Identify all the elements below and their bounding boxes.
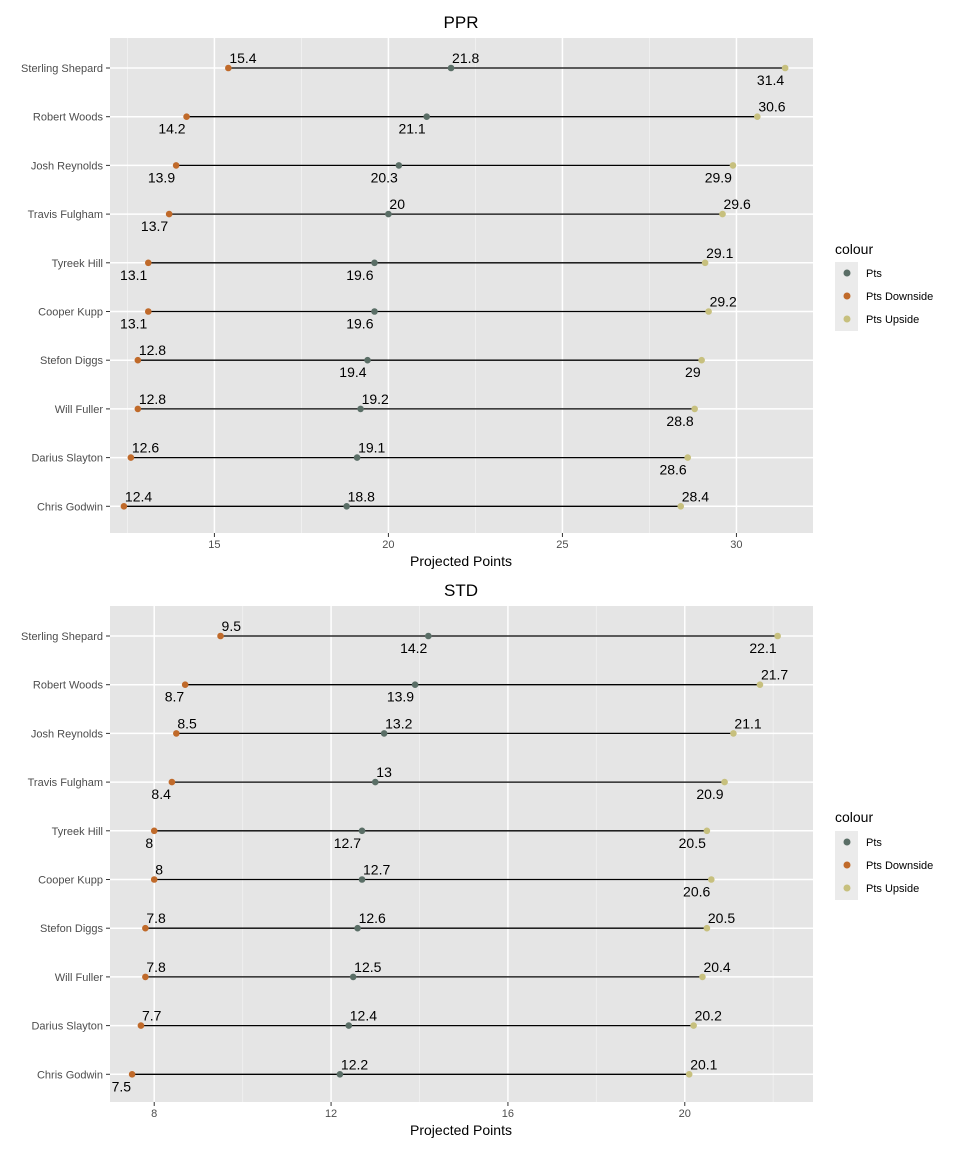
ppr-point-downside-3 <box>166 211 173 218</box>
std-x-ticks <box>151 1102 691 1120</box>
std-point-downside-3 <box>169 779 176 786</box>
ppr-y-ticks <box>21 63 110 513</box>
ppr-chart-title: PPR <box>443 13 479 32</box>
std-y-tick-label-3: Travis Fulgham <box>27 777 103 790</box>
std-chart-title: STD <box>444 581 478 600</box>
std-data-label-pts-5: 12.7 <box>363 861 391 878</box>
ppr-point-upside-0 <box>782 65 789 72</box>
std-x-tick-label-2: 16 <box>501 1108 515 1120</box>
std-x-tick-label-0: 8 <box>151 1108 158 1120</box>
ppr-x-tick-label-0: 15 <box>208 539 221 551</box>
ppr-data-label-pts-7: 19.2 <box>361 390 389 407</box>
std-data-label-pts-0: 14.2 <box>400 640 428 656</box>
ppr-data-label-downside-9: 12.4 <box>124 488 153 505</box>
std-data-label-pts-8: 12.4 <box>349 1007 378 1024</box>
ppr-y-tick-label-0: Sterling Shepard <box>21 63 103 75</box>
std-y-tick-label-5: Cooper Kupp <box>38 874 103 887</box>
std-data-label-downside-6: 7.8 <box>146 910 166 927</box>
std-y-tick-label-2: Josh Reynolds <box>30 728 103 741</box>
std-data-label-upside-9: 20.1 <box>690 1056 718 1073</box>
ppr-point-downside-2 <box>173 162 180 169</box>
ppr-legend-title: colour <box>835 241 874 257</box>
std-data-label-pts-1: 13.9 <box>386 688 415 705</box>
ppr-y-tick-label-4: Tyreek Hill <box>51 257 103 270</box>
ppr-data-label-downside-0: 15.4 <box>229 50 257 66</box>
ppr-point-pts-2 <box>396 162 403 169</box>
ppr-data-label-upside-8: 28.6 <box>659 461 687 478</box>
std-data-label-downside-3: 8.4 <box>151 786 171 803</box>
ppr-data-label-pts-5: 19.6 <box>346 315 374 332</box>
std-point-pts-0 <box>425 633 432 640</box>
ppr-data-label-downside-5: 13.1 <box>120 315 148 332</box>
std-legend <box>835 809 933 900</box>
ppr-point-downside-1 <box>183 113 190 120</box>
std-legend-label-downside: Pts Downside <box>866 860 934 872</box>
std-point-pts-4 <box>359 828 366 835</box>
std-data-label-pts-2: 13.2 <box>385 715 413 732</box>
ppr-x-tick-label-3: 30 <box>730 539 743 551</box>
ppr-y-tick-label-5: Cooper Kupp <box>38 306 103 319</box>
ppr-data-label-pts-4: 19.6 <box>346 266 374 283</box>
std-legend-key-upside <box>844 885 851 892</box>
ppr-point-upside-8 <box>684 454 691 461</box>
ppr-data-label-downside-1: 14.2 <box>158 120 186 137</box>
ppr-data-label-pts-1: 21.1 <box>398 120 426 137</box>
std-data-label-upside-3: 20.9 <box>696 786 724 803</box>
ppr-point-pts-4 <box>371 260 378 267</box>
std-point-pts-1 <box>412 681 419 688</box>
std-point-upside-0 <box>774 633 781 640</box>
ppr-point-upside-6 <box>698 357 705 364</box>
ppr-data-label-upside-4: 29.1 <box>706 244 734 261</box>
std-legend-label-pts: Pts <box>866 837 882 849</box>
ppr-y-tick-label-3: Travis Fulgham <box>27 209 103 222</box>
ppr-y-tick-label-8: Darius Slayton <box>31 452 103 465</box>
std-y-tick-label-1: Robert Woods <box>32 679 103 692</box>
ppr-y-tick-label-7: Will Fuller <box>54 403 103 416</box>
ppr-data-label-upside-7: 28.8 <box>666 412 694 429</box>
ppr-point-upside-7 <box>691 406 698 413</box>
std-y-tick-label-8: Darius Slayton <box>31 1020 103 1033</box>
std-legend-title: colour <box>835 809 874 825</box>
std-data-label-downside-7: 7.8 <box>146 958 166 975</box>
std-y-tick-label-6: Stefon Diggs <box>40 923 103 936</box>
std-data-label-upside-0: 22.1 <box>749 640 777 656</box>
std-x-axis-label: Projected Points <box>410 1122 512 1138</box>
ppr-data-label-pts-0: 21.8 <box>452 50 480 66</box>
ppr-chart <box>21 13 933 569</box>
std-data-label-downside-8: 7.7 <box>141 1007 162 1024</box>
std-y-tick-label-0: Sterling Shepard <box>21 631 103 643</box>
std-data-label-upside-6: 20.5 <box>707 910 736 927</box>
ppr-data-label-upside-1: 30.6 <box>758 98 786 115</box>
std-data-label-pts-9: 12.2 <box>340 1056 369 1073</box>
ppr-data-label-downside-2: 13.9 <box>147 169 176 186</box>
ppr-point-pts-6 <box>364 357 371 364</box>
std-point-upside-3 <box>721 779 728 786</box>
ppr-x-axis-label: Projected Points <box>410 553 512 569</box>
std-data-label-upside-4: 20.5 <box>678 834 706 851</box>
std-y-tick-label-7: Will Fuller <box>54 971 103 984</box>
ppr-y-tick-label-9: Chris Godwin <box>36 501 103 514</box>
std-data-label-pts-4: 12.7 <box>333 834 362 851</box>
std-data-label-pts-7: 12.5 <box>354 958 382 975</box>
ppr-data-label-pts-6: 19.4 <box>339 364 367 381</box>
ppr-data-label-upside-9: 28.4 <box>681 488 710 505</box>
std-legend-key-downside <box>844 862 851 869</box>
ppr-legend <box>835 241 933 331</box>
ppr-data-label-downside-4: 13.1 <box>120 266 148 283</box>
std-y-tick-label-4: Tyreek Hill <box>51 825 103 838</box>
std-data-label-downside-9: 7.5 <box>111 1078 132 1095</box>
ppr-x-ticks <box>208 533 742 551</box>
ppr-x-tick-label-1: 20 <box>382 539 395 551</box>
std-y-tick-label-9: Chris Godwin <box>36 1069 103 1082</box>
ppr-data-label-upside-3: 29.6 <box>723 196 751 213</box>
ppr-data-label-upside-5: 29.2 <box>709 293 737 310</box>
std-point-downside-1 <box>182 681 189 688</box>
ppr-legend-label-pts: Pts <box>866 268 882 280</box>
ppr-data-label-downside-8: 12.6 <box>131 439 160 456</box>
ppr-y-tick-label-1: Robert Woods <box>32 111 103 124</box>
std-y-ticks <box>21 631 110 1081</box>
ppr-point-downside-5 <box>145 308 152 315</box>
std-data-label-downside-2: 8.5 <box>177 715 197 732</box>
std-data-label-upside-5: 20.6 <box>683 883 711 900</box>
std-data-label-downside-0: 9.5 <box>221 618 242 634</box>
ppr-y-tick-label-2: Josh Reynolds <box>30 160 103 173</box>
ppr-data-label-upside-2: 29.9 <box>704 169 732 186</box>
ppr-legend-key-upside <box>844 316 851 323</box>
std-data-label-downside-4: 8 <box>145 834 154 851</box>
ppr-point-downside-4 <box>145 260 152 267</box>
ppr-plot-panel <box>110 38 813 533</box>
ppr-data-label-pts-9: 18.8 <box>347 488 375 505</box>
ppr-legend-key-pts <box>844 270 851 277</box>
ppr-x-tick-label-2: 25 <box>556 539 569 551</box>
ppr-legend-key-downside <box>844 293 851 300</box>
ppr-data-label-downside-6: 12.8 <box>138 342 167 359</box>
std-data-label-downside-5: 8 <box>155 861 164 878</box>
std-data-label-pts-3: 13 <box>376 764 392 781</box>
std-data-label-downside-1: 8.7 <box>164 688 185 705</box>
ppr-data-label-upside-6: 29 <box>685 364 701 381</box>
ppr-data-label-pts-8: 19.1 <box>358 439 386 456</box>
std-x-tick-label-1: 12 <box>324 1108 338 1120</box>
ppr-point-pts-1 <box>423 113 430 120</box>
ppr-point-upside-2 <box>730 162 737 169</box>
std-data-label-upside-8: 20.2 <box>694 1007 722 1024</box>
std-point-upside-5 <box>708 876 715 883</box>
ppr-data-label-upside-0: 31.4 <box>756 72 785 88</box>
std-point-downside-4 <box>151 828 158 835</box>
ppr-data-label-downside-3: 13.7 <box>140 218 169 235</box>
std-legend-label-upside: Pts Upside <box>866 883 920 895</box>
ppr-data-label-downside-7: 12.8 <box>138 390 167 407</box>
ppr-y-tick-label-6: Stefon Diggs <box>40 355 103 368</box>
std-chart <box>21 581 933 1138</box>
ppr-legend-label-upside: Pts Upside <box>866 314 920 326</box>
ppr-point-pts-5 <box>371 308 378 315</box>
std-point-downside-9 <box>129 1071 136 1078</box>
std-x-tick-label-3: 20 <box>678 1108 691 1120</box>
ppr-legend-label-downside: Pts Downside <box>866 291 934 303</box>
ppr-data-label-pts-2: 20.3 <box>370 169 398 186</box>
ppr-data-label-pts-3: 20 <box>389 196 405 213</box>
std-data-label-upside-1: 21.7 <box>760 666 789 683</box>
std-point-upside-4 <box>704 828 711 835</box>
std-data-label-upside-2: 21.1 <box>734 715 762 732</box>
std-legend-key-pts <box>844 839 851 846</box>
std-data-label-pts-6: 12.6 <box>358 910 386 927</box>
std-plot-panel <box>110 606 813 1102</box>
std-data-label-upside-7: 20.4 <box>703 958 731 975</box>
